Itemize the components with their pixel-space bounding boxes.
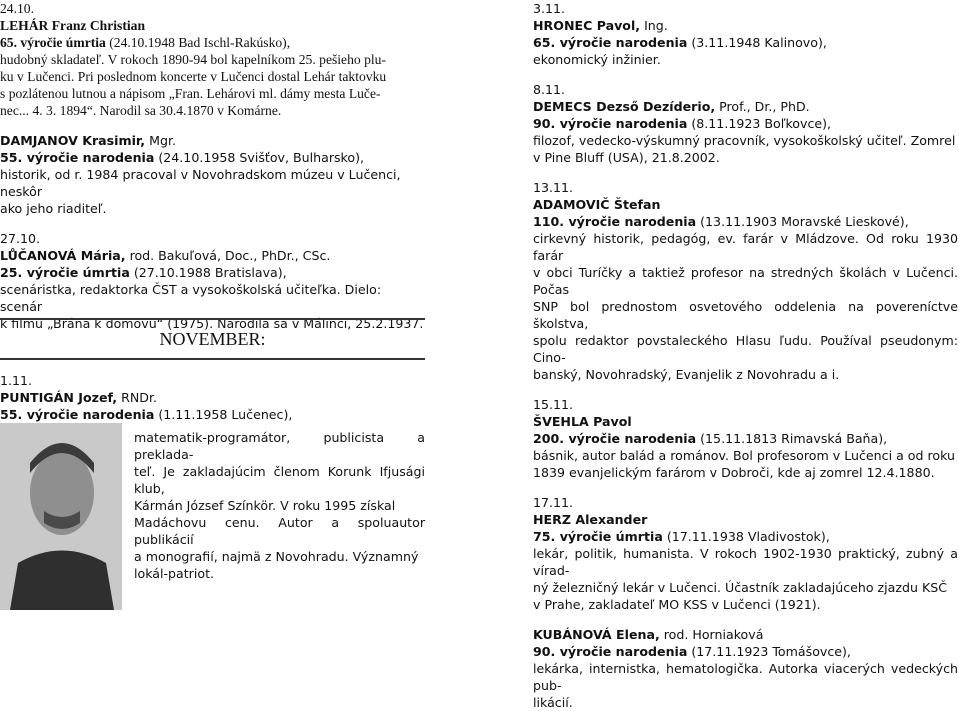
entry-line: SNP bol prednostom osvetového oddelenia na povereníctve školstva, <box>533 299 958 331</box>
entry-line: v Pine Bluff (USA), 21.8.2002. <box>533 150 720 165</box>
right-column <box>533 0 958 711</box>
entry-line: cirkevný historik, pedagóg, ev. farár v Mládzove. Od roku 1930 farár <box>533 231 958 263</box>
entry-name: HERZ Alexander <box>533 512 648 527</box>
entry-anniversary: 90. výročie narodenia (17.11.1923 Tomášovce), <box>533 644 851 659</box>
entry-line: 1839 evanjelickým farárom v Dobroči, kde aj zomrel 12.4.1880. <box>533 465 935 480</box>
entry-name: ŠVEHLA Pavol <box>533 414 632 429</box>
entry-line: filozof, vedecko-výskumný pracovník, vysokoškolský učiteľ. Zomrel <box>533 133 956 148</box>
entry-anniversary: 25. výročie úmrtia (27.10.1988 Bratislava), <box>0 265 287 280</box>
entry-name: KUBÁNOVÁ Elena, rod. Horniaková <box>533 627 764 642</box>
entry-line: likácií. <box>533 695 573 710</box>
entry-line: k filmu „Brána k domovu“ (1975). Narodila sa v Málinci, 25.2.1937. <box>0 316 424 331</box>
entry-name: DEMECS Dezső Dezíderio, Prof., Dr., PhD. <box>533 99 810 114</box>
entry-line: Kármán József Színkör. V roku 1995 získal <box>134 498 396 513</box>
entry-anniversary: 110. výročie narodenia (13.11.1903 Moravské Lieskové), <box>533 214 909 229</box>
entry-name: DAMJANOV Krasimir, Mgr. <box>0 133 176 148</box>
entry-line: teľ. Je zakladajúcim členom Korunk Ifjusági klub, <box>134 464 425 496</box>
entry-line: matematik-programátor, publicista a prekladа- <box>134 430 425 462</box>
month-banner: NOVEMBER: <box>0 318 425 360</box>
entry-date: 8.11. <box>533 82 566 97</box>
entry-date: 3.11. <box>533 1 566 16</box>
entry-line: lokál-patriot. <box>134 566 215 581</box>
entry-puntigan-text <box>134 429 425 582</box>
entry-line: hudobný skladateľ. V rokoch 1890-94 bol kapelníkom 25. pešieho plu- <box>0 52 386 67</box>
entry-puntigan <box>0 372 425 423</box>
entry-anniversary: 75. výročie úmrtia (17.11.1938 Vladivostok), <box>533 529 830 544</box>
portrait-image <box>0 423 122 610</box>
entry-anniversary: 200. výročie narodenia (15.11.1813 Rimavská Baňa), <box>533 431 888 446</box>
entry-line: banský, Novohradský, Evanjelik z Novohradu a i. <box>533 367 840 382</box>
entry-date: 17.11. <box>533 495 574 510</box>
left-column <box>0 0 425 332</box>
entry-line: ku v Lučenci. Pri poslednom koncerte v Lučenci dostal Lehár taktovku <box>0 69 387 84</box>
entry-line: lekár, politik, humanista. V rokoch 1902-1930 praktický, zubný a vírad- <box>533 546 958 578</box>
entry-anniversary: 90. výročie narodenia (8.11.1923 Boľkovce), <box>533 116 832 131</box>
entry-line: básnik, autor balád a románov. Bol profesorom v Lučenci a od roku <box>533 448 955 463</box>
entry-anniversary: 55. výročie narodenia (1.11.1958 Lučenec), <box>0 407 293 422</box>
entry-line: ekonomický inžinier. <box>533 52 661 67</box>
entry-line: a monografií, najmä z Novohradu. Významný <box>134 549 419 564</box>
entry-line: v obci Turíčky a taktiež profesor na stredných školách v Lučenci. Počas <box>533 265 958 297</box>
entry-line: ný železničný lekár v Lučenci. Účastník zakladajúceho zjazdu KSČ <box>533 580 948 595</box>
entry-line: Madáchovu cenu. Autor a spoluautor publikácií <box>134 515 425 547</box>
entry-date: 15.11. <box>533 397 574 412</box>
entry-name: LEHÁR Franz Christian <box>0 18 146 33</box>
entry-date: 24.10. <box>0 1 34 16</box>
entry-line: historik, od r. 1984 pracoval v Novohradskom múzeu v Lučenci, neskôr <box>0 167 401 199</box>
entry-line: scenáristka, redaktorka ČST a vysokoškolská učiteľka. Dielo: scenár <box>0 282 382 314</box>
entry-line: v Prahe, zakladateľ MO KSS v Lučenci (1921). <box>533 597 821 612</box>
entry-name: PUNTIGÁN Jozef, RNDr. <box>0 390 157 405</box>
entry-line: spolu redaktor povstaleckého Hlasu ľudu. Používal pseudonym: Cino- <box>533 333 958 365</box>
portrait-photo <box>0 423 122 610</box>
entry-line: nec... 4. 3. 1894“. Narodil sa 30.4.1870 v Komárne. <box>0 103 282 118</box>
entry-name: HRONEC Pavol, Ing. <box>533 18 668 33</box>
entry-anniversary: 65. výročie úmrtia (24.10.1948 Bad Ischl-Rakúsko), <box>0 35 291 50</box>
entry-name: LŮČANOVÁ Mária, rod. Bakuľová, Doc., PhDr., CSc. <box>0 248 331 263</box>
entry-date: 27.10. <box>0 231 41 246</box>
entry-date: 1.11. <box>0 373 33 388</box>
entry-line: s pozlátenou lutnou a nápisom „Fran. Lehárovi ml. dámy mesta Luče- <box>0 86 381 101</box>
entry-date: 13.11. <box>533 180 574 195</box>
entry-anniversary: 55. výročie narodenia (24.10.1958 Svišťov, Bulharsko), <box>0 150 365 165</box>
entry-name: ADAMOVIČ Štefan <box>533 197 661 212</box>
entry-anniversary: 65. výročie narodenia (3.11.1948 Kalinovo), <box>533 35 827 50</box>
entry-line: ako jeho riaditeľ. <box>0 201 107 216</box>
entry-line: lekárka, internistka, hematologička. Autorka viacerých vedeckých pub- <box>533 661 958 693</box>
